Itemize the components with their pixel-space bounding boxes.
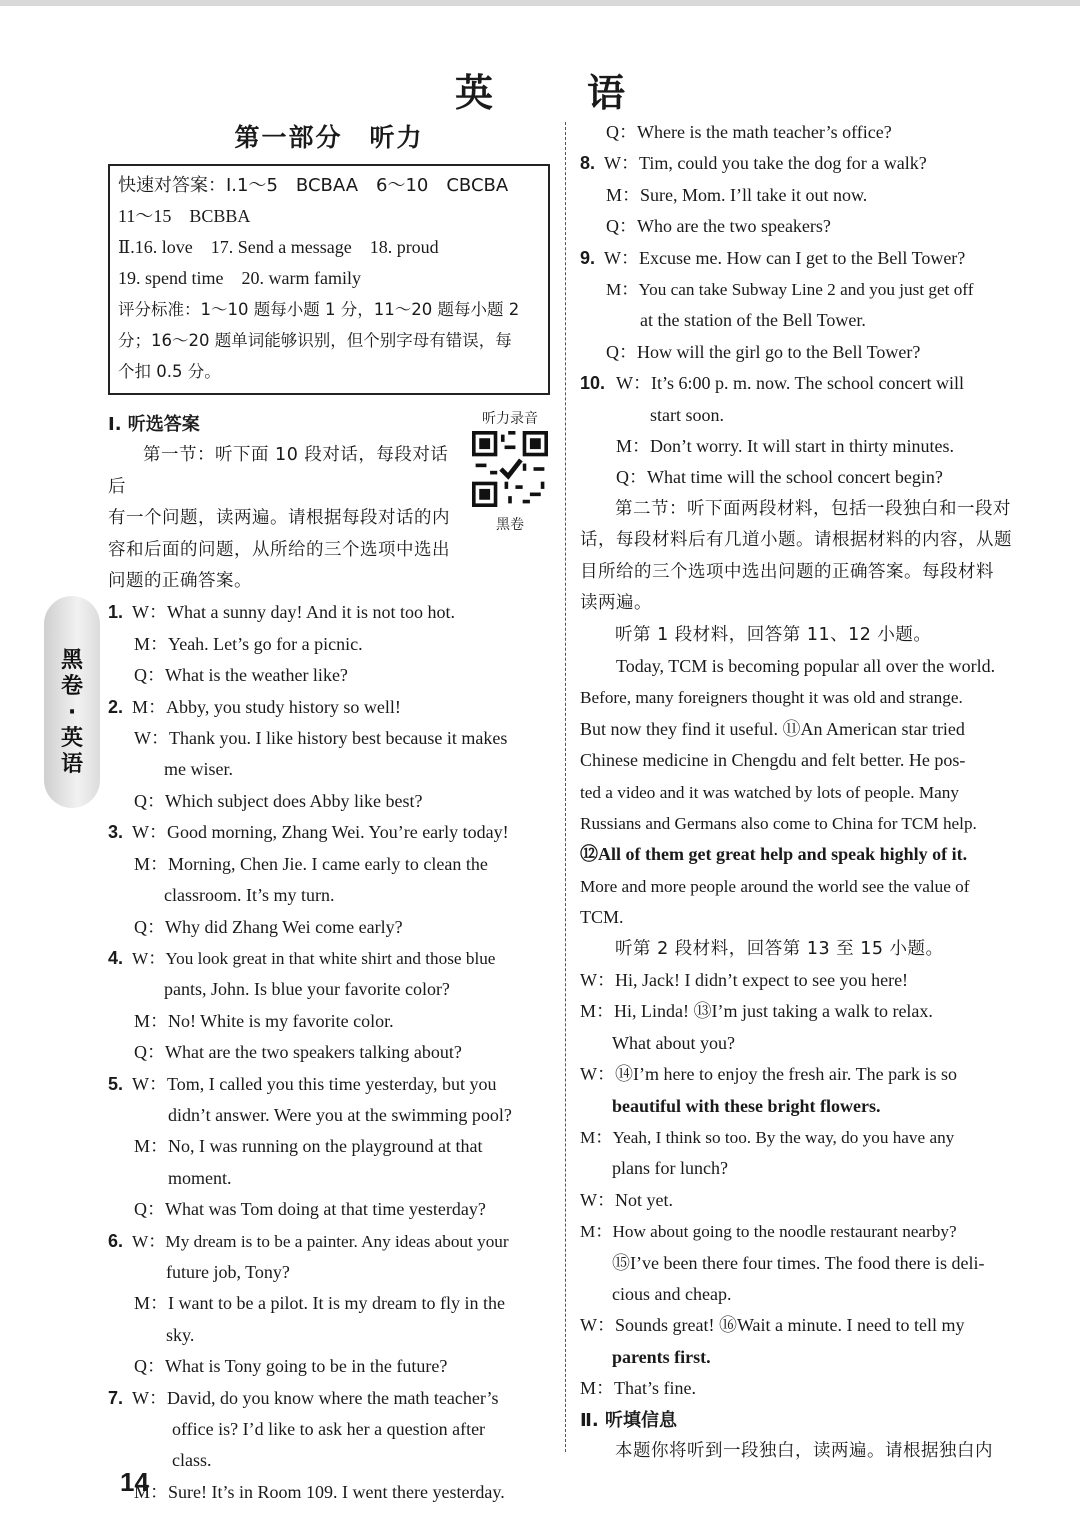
question-4 [108, 943, 550, 1069]
question-number: 8. [580, 153, 596, 174]
instruction-line-1: 第一节：听下面 10 段对话，每段对话后 [108, 445, 449, 497]
dialogue-line-cont: me wiser. [164, 759, 233, 780]
dialogue-line: W：You look great in that white shirt and those blue [132, 948, 496, 968]
dialogue-line-cont: start soon. [650, 404, 724, 425]
qr-label-top: 听力录音 [482, 411, 538, 427]
dialogue-line-cont: parents first. [612, 1346, 711, 1367]
dialogue-line: W：Tom, I called you this time yesterday, but you [132, 1073, 497, 1094]
dialogue-line: W：Excuse me. How can I get to the Bell Tower? [604, 247, 966, 268]
scoring-line-1: 评分标准：1～10 题每小题 1 分，11～20 题每小题 2 [118, 300, 520, 319]
dialogue-line: M：No, I was running on the playground at that [134, 1136, 483, 1157]
dialogue-line-cont: sky. [166, 1324, 195, 1345]
dialogue-line: W：⑭I’m here to enjoy the fresh air. The park is so [580, 1064, 958, 1085]
instruction-line-4: 问题的正确答案。 [108, 571, 252, 592]
monologue-line: Russians and Germans also come to China for TCM help. [580, 813, 977, 833]
dialogue-line-cont: ⑮I’ve been there four times. The food there is deli- [612, 1252, 985, 1273]
scoring-line-3: 个扣 0.5 分。 [118, 362, 221, 381]
part1-block [108, 409, 550, 597]
monologue-line: TCM. [580, 907, 624, 928]
answer-key-box [108, 164, 550, 395]
section2-line-4: 读两遍。 [580, 593, 652, 614]
dialogue-line-cont: plans for lunch? [612, 1158, 728, 1179]
answer-line-1: 快速对答案：Ⅰ.1～5 BCBAA 6～10 CBCBA [118, 175, 509, 196]
question-number: 3. [108, 822, 124, 843]
dialogue-line: W：Hi, Jack! I didn’t expect to see you here! [580, 969, 909, 990]
section2-line-1: 第二节：听下面两段材料，包括一段独白和一段对 [615, 498, 1011, 519]
question-number: 1. [108, 602, 124, 623]
qr-label-bottom: 黑卷 [496, 517, 524, 533]
page-number: 14 [120, 1467, 149, 1497]
answer-line-2: 11～15 BCBBA [118, 206, 251, 226]
question-10 [580, 368, 1020, 494]
dialogue-line-cont: beautiful with these bright flowers. [612, 1095, 881, 1116]
dialogue-line: W：Thank you. I like history best because it makes [134, 728, 508, 749]
dialogue-line: M：Yeah. Let’s go for a picnic. [134, 633, 363, 654]
question-8 [580, 148, 1020, 242]
monologue-line: ⑫All of them get great help and speak highly of it. [580, 844, 968, 865]
question-2 [108, 692, 550, 818]
dialogue-line: W：Good morning, Zhang Wei. You’re early today! [132, 822, 509, 843]
instruction-line-3: 容和后面的问题，从所给的三个选项中选出 [108, 539, 450, 560]
column-divider [565, 122, 566, 1452]
material1-heading: 听第 1 段材料，回答第 11、12 小题。 [615, 624, 932, 645]
question-line: Q：How will the girl go to the Bell Tower? [606, 341, 921, 362]
dialogue-line: M：No! White is my favorite color. [134, 1010, 394, 1031]
question-number: 2. [108, 696, 124, 717]
material2-heading: 听第 2 段材料，回答第 13 至 15 小题。 [615, 938, 944, 959]
qr-code-area[interactable] [472, 409, 548, 535]
dialogue-line-cont: moment. [168, 1167, 232, 1188]
part2-heading: Ⅱ. 听填信息 [580, 1409, 677, 1431]
question-number: 9. [580, 247, 596, 268]
dialogue-line: W：Tim, could you take the dog for a walk? [604, 153, 927, 174]
monologue-line: Before, many foreigners thought it was old and strange. [580, 688, 963, 708]
dialogue-line-cont: at the station of the Bell Tower. [640, 310, 866, 331]
dialogue-line: W：What a sunny day! And it is not too hot. [132, 602, 455, 623]
dialogue-line: W：Not yet. [580, 1189, 673, 1210]
monologue-line: More and more people around the world see the value of [580, 876, 970, 896]
dialogue-line-cont: class. [172, 1450, 212, 1471]
dialogue-line: M：Hi, Linda! ⑬I’m just taking a walk to relax. [580, 1001, 933, 1022]
dialogue-line: M：Sure! It’s in Room 109. I went there yesterday. [134, 1481, 505, 1502]
dialogue-line-cont: future job, Tony? [166, 1261, 290, 1282]
dialogue-line: M：That’s fine. [580, 1378, 696, 1399]
qr-code-icon [472, 431, 548, 507]
question-line: Q：Where is the math teacher’s office? [606, 122, 892, 142]
monologue-line: ted a video and it was watched by lots of people. Many [580, 782, 959, 802]
page-title: 英 语 [454, 73, 653, 115]
dialogue-line: M：Yeah, I think so too. By the way, do you have any [580, 1128, 955, 1147]
part2-instruction: 本题你将听到一段独白，读两遍。请根据独白内 [615, 1441, 993, 1462]
question-number: 5. [108, 1073, 124, 1094]
question-number: 6. [108, 1230, 124, 1251]
left-column [108, 118, 550, 1508]
dialogue-line: M：I want to be a pilot. It is my dream to fly in the [134, 1293, 505, 1314]
question-number: 7. [108, 1387, 124, 1408]
dialogue-line: M：Abby, you study history so well! [132, 696, 401, 717]
dialogue-line: M：You can take Subway Line 2 and you just get off [606, 280, 974, 300]
question-line: Q：What was Tom doing at that time yesterday? [134, 1199, 486, 1220]
section-title: 第一部分 听力 [234, 123, 424, 152]
monologue-line: Chinese medicine in Chengdu and felt better. He pos- [580, 750, 966, 771]
dialogue-line: W：My dream is to be a painter. Any ideas about your [132, 1231, 509, 1251]
dialogue-line: M：Morning, Chen Jie. I came early to clean the [134, 853, 488, 874]
scoring-line-2: 分；16～20 题单词能够识别，但个别字母有错误，每 [118, 331, 512, 350]
question-6 [108, 1226, 550, 1383]
question-7 [108, 1383, 550, 1509]
dialogue-line-cont: office is? I’d like to ask her a question after [172, 1419, 486, 1439]
side-tab-label: 黑卷·英语 [60, 648, 83, 777]
question-line: Q：Who are the two speakers? [606, 216, 831, 237]
dialogue-line: M：Don’t worry. It will start in thirty minutes. [616, 436, 954, 457]
dialogue-line: W：It’s 6:00 p. m. now. The school concert will [616, 373, 964, 394]
answer-line-3: Ⅱ.16. love 17. Send a message 18. proud [118, 237, 439, 257]
dialogue-line: W：Sounds great! ⑯Wait a minute. I need to tell my [580, 1315, 965, 1336]
section2-line-2: 话，每段材料后有几道小题。请根据材料的内容，从题 [580, 530, 1012, 551]
question-1 [108, 597, 550, 691]
dialogue-line-cont: What about you? [612, 1032, 735, 1053]
question-line: Q：Which subject does Abby like best? [134, 790, 423, 811]
question-line: Q：What are the two speakers talking about? [134, 1042, 462, 1063]
part1-heading: Ⅰ. 听选答案 [108, 414, 200, 435]
dialogue-line-cont: cious and cheap. [612, 1284, 732, 1305]
monologue-line: But now they find it useful. ⑪An American star tried [580, 718, 965, 739]
dialogue-line: W：David, do you know where the math teacher’s [132, 1387, 499, 1408]
dialogue-line-cont: classroom. It’s my turn. [164, 885, 335, 906]
question-line: Q：What time will the school concert begin? [616, 467, 943, 488]
right-column [580, 117, 1020, 1467]
instruction-line-2: 有一个问题，读两遍。请根据每段对话的内 [108, 508, 450, 529]
question-9 [580, 243, 1020, 369]
question-3 [108, 817, 550, 943]
question-number: 10. [580, 373, 606, 394]
dialogue-line-cont: didn’t answer. Were you at the swimming pool? [168, 1104, 512, 1125]
question-line: Q：What is Tony going to be in the future? [134, 1356, 448, 1377]
question-line: Q：Why did Zhang Wei come early? [134, 916, 403, 937]
dialogue-line: M：Sure, Mom. I’ll take it out now. [606, 184, 868, 205]
dialogue-line-cont: pants, John. Is blue your favorite color? [164, 979, 450, 1000]
question-number: 4. [108, 947, 124, 968]
question-line: Q：What is the weather like? [134, 665, 348, 686]
top-edge [0, 0, 1080, 6]
section2-line-3: 目所给的三个选项中选出问题的正确答案。每段材料 [580, 561, 994, 582]
monologue-line: Today, TCM is becoming popular all over the world. [616, 655, 996, 676]
answer-line-4: 19. spend time 20. warm family [118, 268, 361, 288]
dialogue-line: M：How about going to the noodle restaurant nearby? [580, 1222, 957, 1242]
question-5 [108, 1069, 550, 1226]
